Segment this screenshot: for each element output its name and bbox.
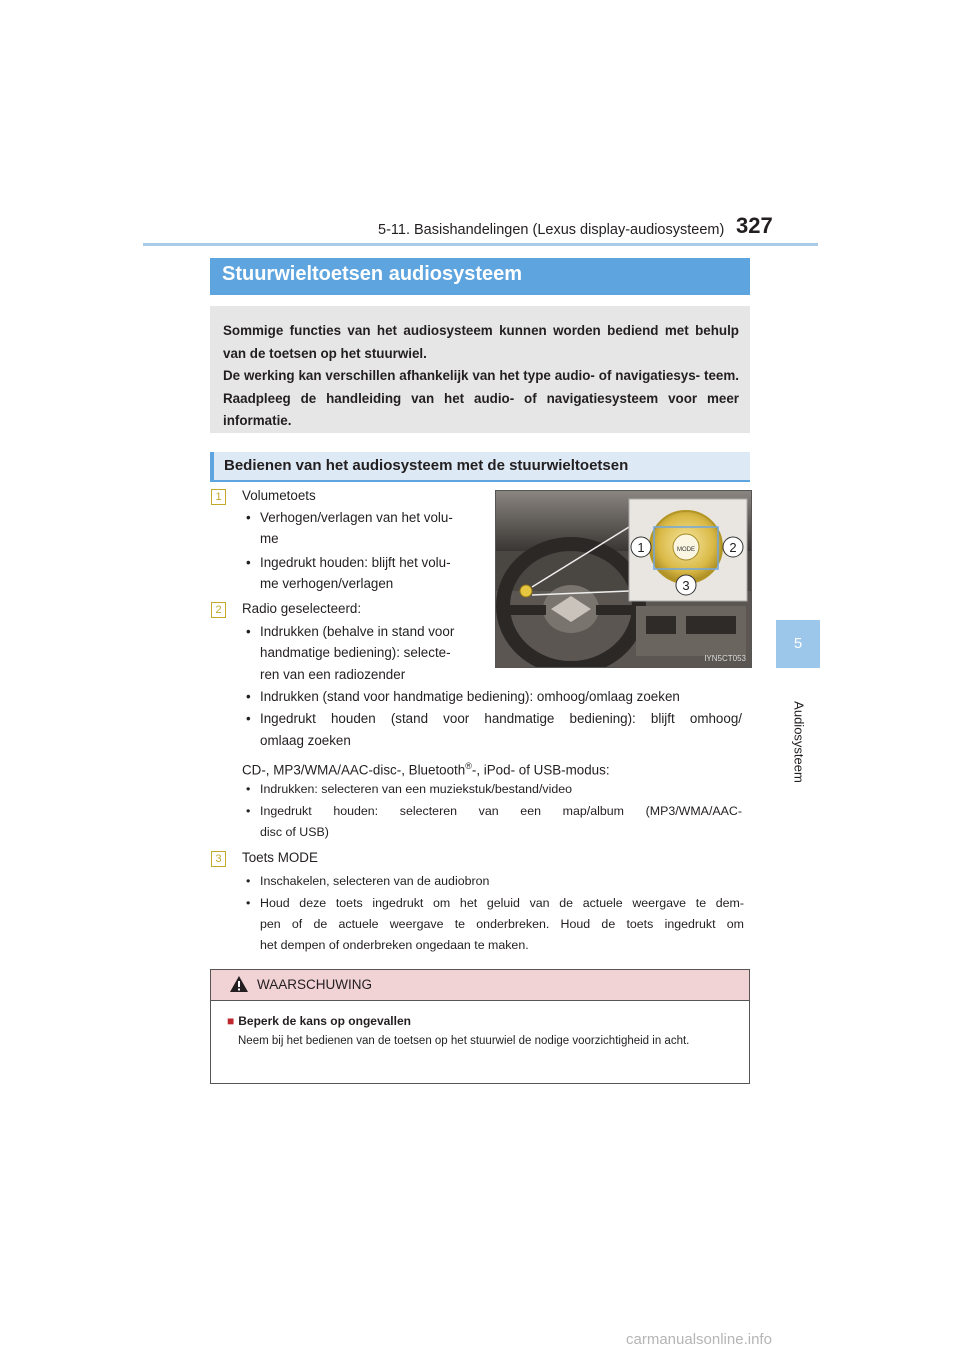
figure-code: IYN5CT053	[704, 654, 746, 663]
warning-box	[210, 969, 750, 1084]
callout-2: 2	[729, 540, 737, 555]
item-2-bullet-4: Indrukken: selecteren van een muziekstuk/bestand/video	[260, 782, 573, 796]
intro-box	[210, 306, 750, 433]
chapter-title: 5-11. Basishandelingen (Lexus display-audiosysteem)	[378, 222, 725, 238]
bullet-item: •	[246, 804, 251, 818]
bullet-item: •	[246, 624, 251, 639]
section-title: Stuurwieltoetsen audiosysteem	[210, 258, 750, 295]
item-3-bullet-1: Inschakelen, selecteren van de audiobron	[260, 874, 490, 888]
mode-label: MODE	[677, 547, 695, 553]
bullet-item: •	[246, 510, 251, 525]
callout-3: 3	[682, 578, 690, 593]
subsection-title: Bedienen van het audiosysteem met de stuurwieltoetsen	[210, 452, 750, 482]
item-1-bullet-1-b: me	[260, 531, 279, 546]
item-2-title: Radio geselecteerd:	[242, 601, 362, 616]
page-number: 327	[736, 213, 773, 238]
item-2-bullet-2: Indrukken (stand voor handmatige bediening): omhoog/omlaag zoeken	[260, 689, 680, 704]
item-1-title: Volumetoets	[242, 488, 316, 503]
bullet-item: •	[246, 711, 251, 726]
item-3-bullet-2-a: Houd deze toets ingedrukt om het geluid van de actuele weergave te dem-	[260, 896, 744, 910]
steering-wheel-illustration	[496, 491, 751, 667]
bullet-item: •	[246, 555, 251, 570]
item-1-bullet-2-a: Ingedrukt houden: blijft het volu-	[260, 555, 451, 570]
warning-header	[211, 970, 749, 1001]
header-rule	[143, 243, 818, 246]
item-1-bullet-2-b: me verhogen/verlagen	[260, 576, 394, 591]
warning-title: WAARSCHUWING	[257, 977, 372, 992]
item-number-3: 3	[211, 851, 226, 867]
intro-line-1: Sommige functies van het audiosysteem kunnen worden bediend met behulp van de toetsen op het stuurwiel.	[223, 323, 739, 361]
callout-1: 1	[637, 540, 645, 555]
warning-triangle-icon	[229, 975, 249, 993]
item-2-bullet-3-a: Ingedrukt houden (stand voor handmatige bediening): blijft omhoog/	[260, 711, 742, 726]
item-number-1: 1	[211, 489, 226, 505]
bullet-item: •	[246, 874, 251, 888]
item-3-bullet-2-c: het dempen of onderbreken ongedaan te maken.	[260, 938, 529, 952]
warning-subheading: ■ Beperk de kans op ongevallen	[227, 1014, 411, 1028]
chapter-tab-label: Audiosysteem	[791, 701, 807, 783]
item-number-2: 2	[211, 602, 226, 618]
item-2-bullet-3-b: omlaag zoeken	[260, 733, 351, 748]
item-3-bullet-2-b: pen of de actuele weergave te onderbreken. Houd de toets ingedrukt om	[260, 917, 744, 931]
bullet-item: •	[246, 896, 251, 910]
item-2-bullet-1-c: ren van een radiozender	[260, 667, 406, 682]
intro-line-2: De werking kan verschillen afhankelijk van het type audio- of navigatiesys- teem. Raadpleeg de handleiding van het audio- of navigatiesysteem voor meer informatie.	[223, 368, 739, 428]
bullet-item: •	[246, 782, 251, 796]
item-2-bullet-5-b: disc of USB)	[260, 825, 329, 839]
item-3-title: Toets MODE	[242, 850, 318, 865]
item-2-bullet-1-a: Indrukken (behalve in stand voor	[260, 624, 455, 639]
warning-body: Neem bij het bedienen van de toetsen op het stuurwiel de nodige voorzichtigheid in acht.	[238, 1035, 690, 1047]
chapter-tab: 5	[776, 620, 820, 668]
item-2-bullet-1-b: handmatige bediening): selecte-	[260, 645, 451, 660]
item-2-media-heading: CD-, MP3/WMA/AAC-disc-, Bluetooth®-, iPod- of USB-modus:	[242, 761, 610, 778]
steering-wheel-figure	[495, 490, 752, 668]
watermark: carmanualsonline.info	[626, 1331, 772, 1348]
item-2-bullet-5-a: Ingedrukt houden: selecteren van een map/album (MP3/WMA/AAC-	[260, 804, 742, 818]
bullet-item: •	[246, 689, 251, 704]
item-1-bullet-1-a: Verhogen/verlagen van het volu-	[260, 510, 453, 525]
